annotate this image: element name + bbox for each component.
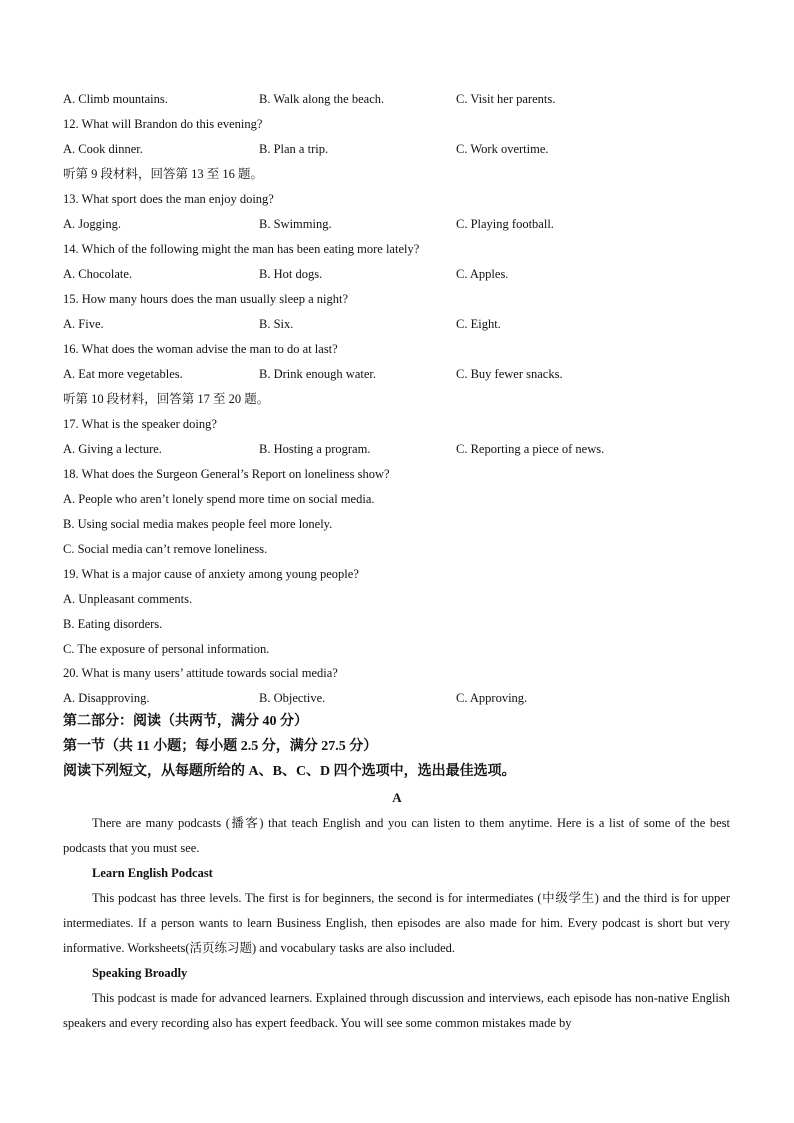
q18-stem: 18. What does the Surgeon General’s Report on loneliness show? — [63, 467, 390, 481]
q16-option-a: A. Eat more vegetables. — [63, 367, 183, 381]
q20-stem: 20. What is many users’ attitude towards social media? — [63, 666, 338, 680]
q14-stem: 14. Which of the following might the man has been eating more lately? — [63, 242, 420, 256]
section9-instruction: 听第 9 段材料，回答第 13 至 16 题。 — [63, 167, 264, 181]
q18-option-c: C. Social media can’t remove loneliness. — [63, 542, 268, 556]
q15-option-c: C. Eight. — [456, 317, 501, 331]
q12-option-b: B. Plan a trip. — [259, 142, 329, 156]
q16-option-c: C. Buy fewer snacks. — [456, 367, 563, 381]
q13-option-c: C. Playing football. — [456, 217, 554, 231]
q16-stem: 16. What does the woman advise the man to do at last? — [63, 342, 338, 356]
q17-option-a: A. Giving a lecture. — [63, 442, 162, 456]
q17-stem: 17. What is the speaker doing? — [63, 417, 217, 431]
q20-option-c: C. Approving. — [456, 691, 528, 705]
q13-stem: 13. What sport does the man enjoy doing? — [63, 192, 274, 206]
podcast1-paragraph: This podcast has three levels. The first is for beginners, the second is for intermediates (中级学生) and the third is for upper intermediates. If a person wants to learn Business English, then episodes are also made for him. Every podcast is short but very informative. Worksheets(活页练习题) and vocabulary tasks are also included. — [63, 891, 730, 955]
q14-option-c: C. Apples. — [456, 267, 509, 281]
q12-option-a: A. Cook dinner. — [63, 142, 143, 156]
podcast2-title: Speaking Broadly — [92, 966, 188, 980]
q15-option-b: B. Six. — [259, 317, 294, 331]
q18-option-a: A. People who aren’t lonely spend more time on social media. — [63, 492, 375, 506]
q16-option-b: B. Drink enough water. — [259, 367, 376, 381]
reading-instruction: 阅读下列短文，从每题所给的 A、B、C、D 四个选项中，选出最佳选项。 — [63, 764, 516, 779]
q20-option-a: A. Disapproving. — [63, 691, 150, 705]
part2-title: 第二部分：阅读（共两节，满分 40 分） — [63, 714, 308, 729]
q12-stem: 12. What will Brandon do this evening? — [63, 117, 263, 131]
q11-option-c: C. Visit her parents. — [456, 92, 556, 106]
section1-title: 第一节（共 11 小题；每小题 2.5 分，满分 27.5 分） — [63, 739, 378, 754]
q17-option-c: C. Reporting a piece of news. — [456, 442, 605, 456]
q19-stem: 19. What is a major cause of anxiety among young people? — [63, 567, 359, 581]
section10-instruction: 听第 10 段材料，回答第 17 至 20 题。 — [63, 392, 270, 406]
q19-option-c: C. The exposure of personal information. — [63, 642, 270, 656]
q13-option-b: B. Swimming. — [259, 217, 332, 231]
q14-option-a: A. Chocolate. — [63, 267, 133, 281]
q20-option-b: B. Objective. — [259, 691, 326, 705]
intro-paragraph: There are many podcasts (播客) that teach English and you can listen to them anytime. Here is a list of some of the best podcasts that you must see. — [63, 816, 730, 855]
q19-option-b: B. Eating disorders. — [63, 617, 163, 631]
q11-option-b: B. Walk along the beach. — [259, 92, 385, 106]
q12-option-c: C. Work overtime. — [456, 142, 549, 156]
q14-option-b: B. Hot dogs. — [259, 267, 323, 281]
q19-option-a: A. Unpleasant comments. — [63, 592, 193, 606]
passage-label: A — [392, 790, 402, 805]
q15-option-a: A. Five. — [63, 317, 104, 331]
q13-option-a: A. Jogging. — [63, 217, 121, 231]
q17-option-b: B. Hosting a program. — [259, 442, 371, 456]
podcast1-title: Learn English Podcast — [92, 866, 213, 880]
q15-stem: 15. How many hours does the man usually sleep a night? — [63, 292, 349, 306]
q18-option-b: B. Using social media makes people feel more lonely. — [63, 517, 333, 531]
q11-option-a: A. Climb mountains. — [63, 92, 168, 106]
podcast2-paragraph: This podcast is made for advanced learners. Explained through discussion and interviews, each episode has non-native English speakers and every recording also has expert feedback. You will see some common mistakes made by — [63, 991, 730, 1030]
